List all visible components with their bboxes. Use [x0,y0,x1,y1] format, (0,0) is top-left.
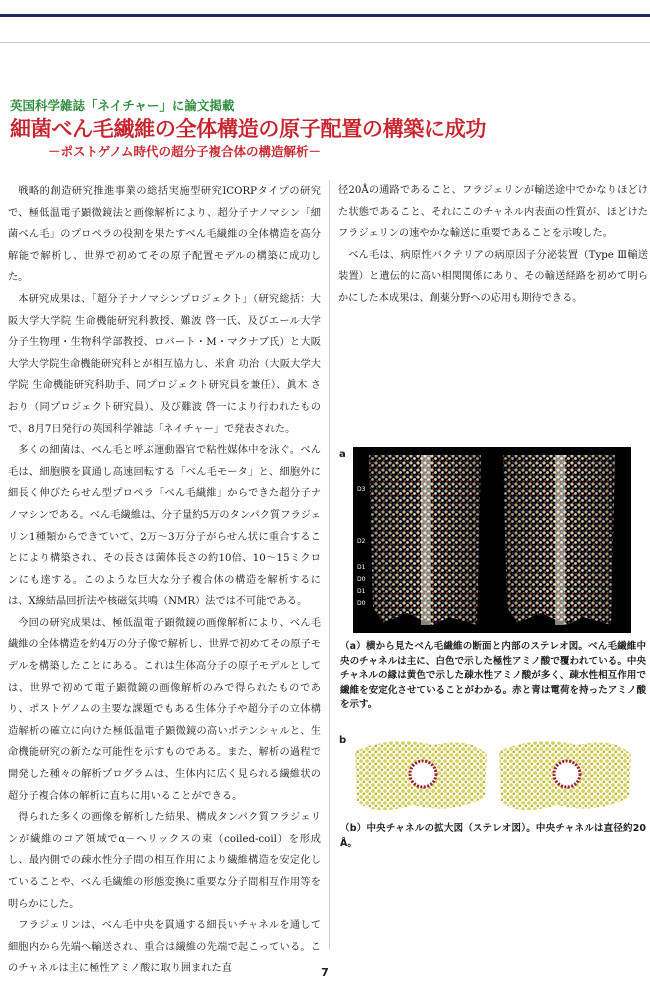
domain-label: D2 [357,538,366,545]
central-channel-stereo-image [353,735,633,815]
body-paragraph: 径20Åの通路であること、フラジェリンが輸送途中でかなりほどけた状態であること、それにこのチャネル内表面の性質が、ほどけたフラジェリンの速やかな輸送に重要であることを示唆した。 [338,185,648,240]
body-paragraph: べん毛は、病原性バクテリアの病原因子分泌装置（Type Ⅲ輸送装置）と遺伝的に高い相関関係にあり、その輸送経路を初めて明らかにした本成果は、創薬分野への応用も期待できる。 [338,249,648,304]
flagellar-filament-stereo-image [353,447,631,633]
article-subtitle: －ポストゲノム時代の超分子複合体の構造解析－ [48,144,322,159]
domain-label: D0 [357,576,366,583]
body-paragraph: 多くの細菌は、べん毛と呼ぶ運動器官で粘性媒体中を泳ぐ。べん毛は、細胞膜を貫通し高速回転する「べん毛モータ」と、細胞外に細長く伸びたらせん型プロペラ「べん毛繊維」からできた超分子ナノマシンである。べん毛繊維は、分子量約5万のタンパク質フラジェリン1種類からできていて、2万～3万分子がらせん状に重合することにより構築され、その長さは菌体長さの約10倍、10～15ミクロンにも達する。このような巨大な分子複合体の構造を解析するには、X線結晶回折法や核磁気共鳴（NMR）法では不可能である。 [8,445,321,608]
body-paragraph: 今回の研究成果は、極低温電子顕微鏡の画像解析により、べん毛繊維の全体構造を約4万の分子像で解析し、世界で初めてその原子モデルを構築したことにある。これは生体高分子の原子モデルとしては、世界で初めて電子顕微鏡の画像解析のみで得られたものであり、ポストゲノムの主要な課題でもある生体分子や超分子の立体構造解析の確立に向けた極低温電子顕微鏡の高いポテンシャルと、生命機能研究の新たな可能性を示すものである。また、解析の過程で開発した種々の解析プログラムは、生体内に広く見られる繊維状の超分子複合体の解析に直ちに用いることができる。 [8,617,321,802]
figure-b-caption: （b）中央チャネルの拡大図（ステレオ図）。中央チャネルは直径約20Å。 [340,823,646,849]
body-paragraph: 戦略的創造研究推進事業の総括実施型研究ICORPタイプの研究で、極低温電子顕微鏡法と画像解析により、超分子ナノマシン「細菌べん毛」のプロペラの役割を果たすべん毛繊維の全体構造を高分解能で解析し、世界で初めてその原子配置モデルの構築に成功した。 [8,186,321,284]
figure-a-image [353,447,631,633]
domain-label: D1 [357,588,366,595]
right-column [338,180,648,310]
column-divider [329,180,330,950]
domain-label: D3 [357,486,366,493]
page-number: 7 [321,966,329,979]
article-title: 細菌べん毛繊維の全体構造の原子配置の構築に成功 [10,117,487,141]
figure-b-label: b [339,735,347,746]
header-thin-rule [0,42,650,43]
article-header [10,98,640,160]
body-paragraph: フラジェリンは、べん毛中央を貫通する細長いチャネルを通して細胞内から先端へ輸送され、重合は繊維の先端で起こっている。このチャネルは主に極性アミノ酸に取り囲まれた直 [8,920,321,975]
body-paragraph: 得られた多くの画像を解析した結果、構成タンパク質フラジェリンが繊維のコア領域でα－ヘリックスの束（coiled-coil）を形成し、最内側での疎水性分子間の相互作用により繊維構造を安定化していることや、べん毛繊維の形態変換に重要な分子間相互作用等を明らかにした。 [8,812,321,910]
body-paragraph: 本研究成果は、「超分子ナノマシンプロジェクト」（研究総括：大阪大学大学院 生命機能研究科教授、難波 啓一氏、及びエール大学 分子生物理・生物科学部教授、ロバート・M・マクナブ氏）と大阪大学大学院生命機能研究科とが相互協力し、米倉 功治（大阪大学大学院 生命機能研究科助手、同プロジェクト研究員を兼任）、眞木 さおり（同プロジェクト研究員）、及び難波 啓一により行われたもので、8月7日発行の英国科学雑誌「ネイチャー」で発表された。 [8,293,321,435]
figure-a-caption: （a）横から見たべん毛繊維の断面と内部のステレオ図。べん毛繊維中央のチャネルは主に、白色で示した極性アミノ酸で覆われている。中央チャネルの縁は黄色で示した疎水性アミノ酸が多く、疎水性相互作用で繊維を安定化させていることがわかる。赤と青は電荷を持ったアミノ酸を示す。 [340,641,646,711]
domain-label: D1 [357,564,366,571]
left-column [8,181,321,980]
article-kicker: 英国科学雑誌「ネイチャー」に論文掲載 [10,98,235,113]
figure-b-image [353,735,633,815]
domain-label: D0 [357,600,366,607]
header-rule [0,14,650,17]
figure-a-label: a [339,449,346,460]
